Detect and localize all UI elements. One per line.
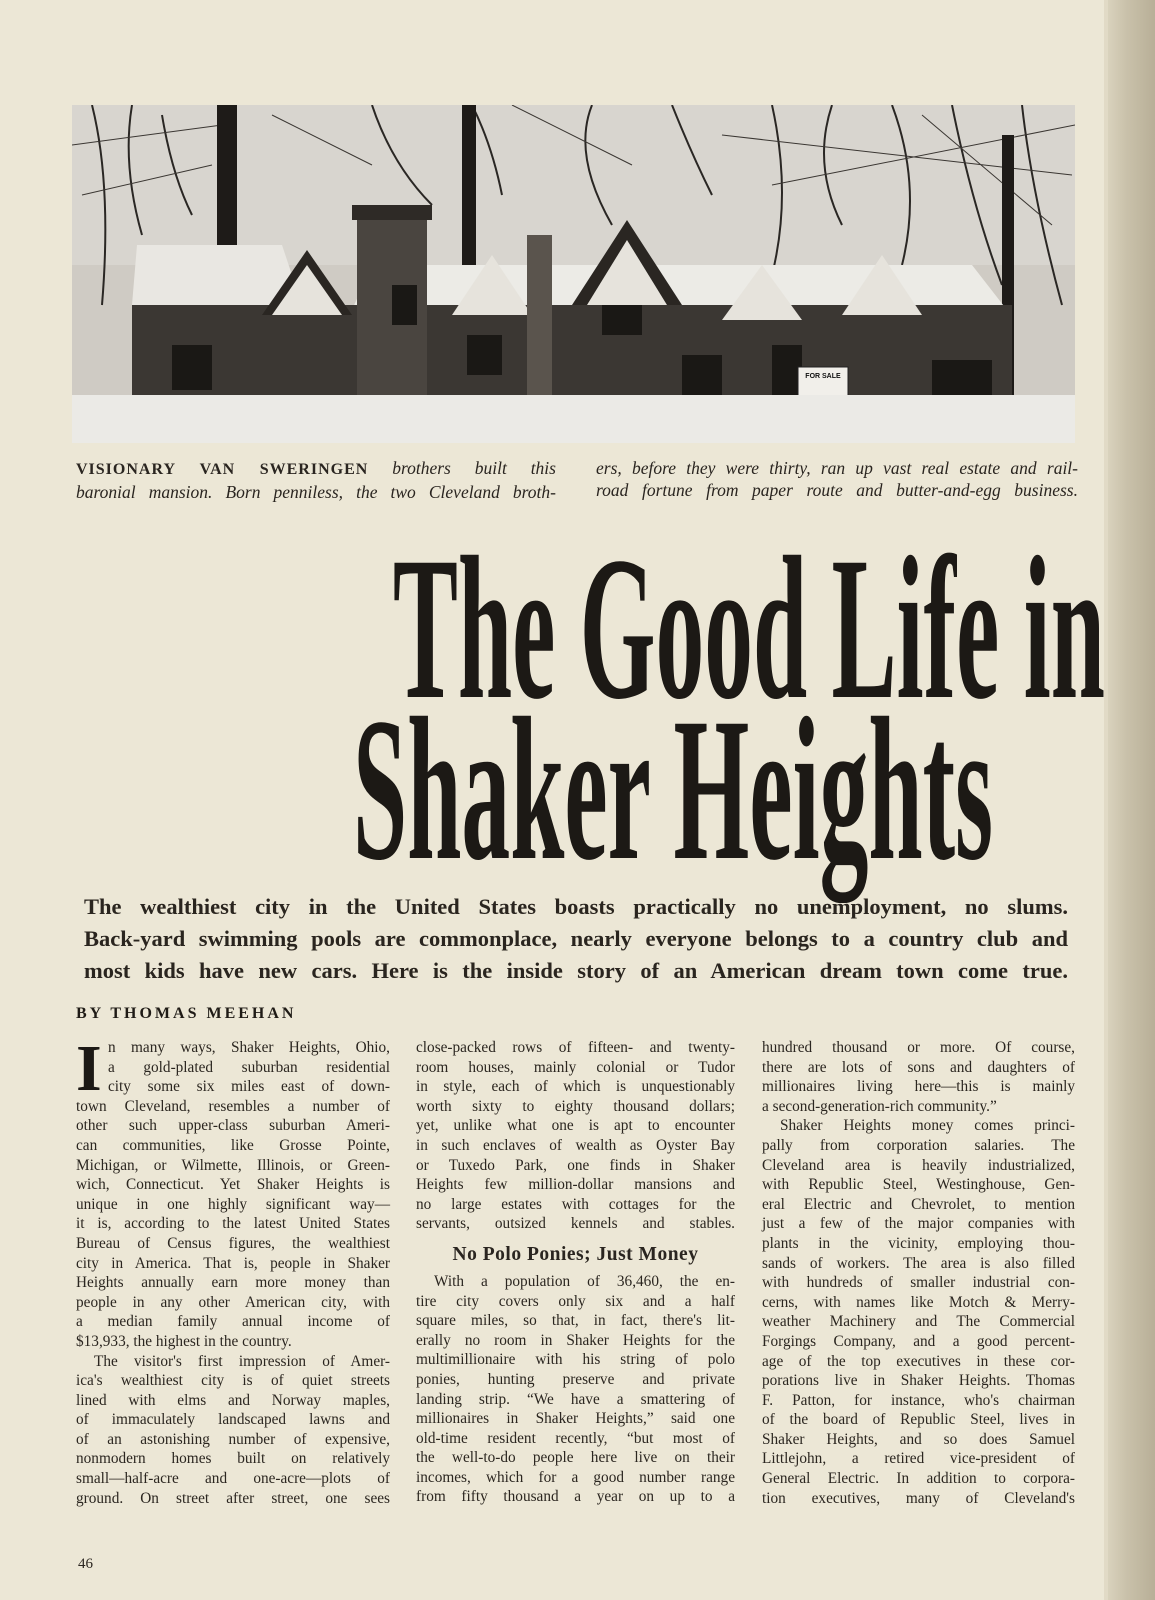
text-line: Michigan, or Wilmette, Illinois, or Green- — [76, 1156, 390, 1174]
text-line: in such enclaves of wealth as Oyster Bay — [416, 1136, 735, 1154]
text-line: cerns, with names like Motch & Merry- — [762, 1293, 1075, 1311]
text-line: incomes, which for a good number range — [416, 1468, 735, 1486]
text-line: close-packed rows of fifteen- and twenty- — [416, 1039, 735, 1056]
text-line: can communities, like Grosse Pointe, — [76, 1136, 390, 1154]
text-line: Shaker Heights money comes princi- — [780, 1117, 1075, 1135]
text-line: the well-to-do people here live on their — [416, 1449, 735, 1467]
text-line: n many ways, Shaker Heights, Ohio, — [108, 1039, 390, 1056]
text-line: old-time resident recently, “but most of — [416, 1429, 735, 1447]
caption-line: baronial mansion. Born penniless, the two Cleveland broth- — [76, 482, 556, 502]
article-column-1 — [76, 1038, 390, 1508]
section-subhead: No Polo Ponies; Just Money — [452, 1243, 699, 1265]
text-line: eral Electric and Chevrolet, to mention — [762, 1195, 1075, 1213]
text-line: The visitor's first impression of Amer- — [94, 1352, 390, 1370]
text-line: town Cleveland, resembles a number of — [76, 1097, 390, 1115]
article-column-2 — [416, 1038, 735, 1507]
deck-line: Back-yard swimming pools are commonplace, nearly everyone belongs to a country club and — [84, 926, 1068, 951]
text-line: sands of workers. The area is also filled — [762, 1254, 1075, 1272]
text-line: General Electric. In addition to corpora- — [762, 1470, 1075, 1488]
text-line: room houses, mainly colonial or Tudor — [416, 1058, 735, 1076]
text-line: or Tuxedo Park, one finds in Shaker — [416, 1156, 735, 1174]
byline: BY THOMAS MEEHAN — [76, 1005, 297, 1022]
drop-cap: I — [76, 1041, 102, 1097]
caption-text: brothers built this — [368, 458, 556, 478]
text-line: tion executives, many of Cleveland's — [762, 1489, 1075, 1507]
text-line: hundred thousand or more. Of course, — [762, 1039, 1075, 1056]
text-line: With a population of 36,460, the en- — [434, 1272, 735, 1290]
text-line: Forgings Company, and a good percent- — [762, 1332, 1075, 1350]
text-line: small—half-acre and one-acre—plots of — [76, 1470, 390, 1488]
text-line: erally no room in Shaker Heights for the — [416, 1331, 735, 1349]
text-line: it is, according to the latest United States — [76, 1215, 390, 1233]
text-line: landing strip. “We have a smattering of — [416, 1390, 735, 1408]
text-line: F. Patton, for instance, who's chairman — [762, 1391, 1075, 1409]
text-line: people in any other American city, with — [76, 1293, 390, 1311]
text-line: Heights few million-dollar mansions and — [416, 1176, 735, 1194]
text-line: lined with elms and Norway maples, — [76, 1391, 390, 1409]
text-line: other such upper-class suburban Ameri- — [76, 1117, 390, 1135]
text-line: $13,933, the highest in the country. — [76, 1332, 292, 1350]
text-line: wich, Connecticut. Yet Shaker Heights is — [76, 1176, 390, 1194]
text-line: ground. On street after street, one sees — [76, 1489, 390, 1507]
text-line: from fifty thousand a year on up to a — [416, 1488, 735, 1506]
for-sale-sign: FOR SALE — [805, 373, 841, 380]
text-line: of the board of Republic Steel, lives in — [762, 1411, 1075, 1429]
photo-caption-left — [76, 457, 556, 503]
text-line: worth sixty to eighty thousand dollars; — [416, 1097, 735, 1115]
text-line: age of the top executives in these cor- — [762, 1352, 1075, 1370]
text-line: yet, unlike what one is apt to encounter — [416, 1117, 735, 1135]
text-line: ponies, hunting preserve and private — [416, 1370, 735, 1388]
text-line: in style, each of which is unquestionably — [416, 1078, 735, 1096]
mansion-photo — [72, 105, 1075, 443]
caption-lead: VISIONARY VAN SWERINGEN — [76, 461, 369, 478]
caption-line: road fortune from paper route and butter-and-egg business. — [596, 480, 1078, 500]
deck-line: The wealthiest city in the United States boasts practically no unemployment, no slums. — [84, 894, 1068, 919]
text-line: servants, outsized kennels and stables. — [416, 1215, 735, 1233]
headline-text: Shaker Heights — [353, 676, 994, 903]
headline-text: The Good Life in — [392, 515, 1105, 742]
text-line: of immaculately landscaped lawns and — [76, 1411, 390, 1429]
text-line: millionaires living here—this is mainly — [762, 1078, 1075, 1096]
text-line: porations live in Shaker Heights. Thomas — [762, 1372, 1075, 1390]
text-line: weather Machinery and The Commercial — [762, 1313, 1075, 1331]
photo-caption-right — [596, 457, 1078, 501]
deck-subtitle — [84, 891, 1068, 987]
page-number: 46 — [78, 1556, 93, 1572]
text-line: with hundreds of smaller industrial con- — [762, 1274, 1075, 1292]
text-line: nonmodern homes built on relatively — [76, 1450, 390, 1468]
text-line: city some six miles east of down- — [108, 1078, 390, 1096]
text-line: of an astonishing number of expensive, — [76, 1430, 390, 1448]
text-line: just a few of the major companies with — [762, 1215, 1075, 1233]
article-column-3 — [762, 1038, 1075, 1508]
text-line: a second-generation-rich community.” — [762, 1097, 997, 1115]
text-line: no large estates with cottages for the — [416, 1195, 735, 1213]
text-line: a median family annual income of — [76, 1313, 390, 1331]
text-line: city in America. That is, people in Shaker — [76, 1254, 390, 1272]
headline-line-2 — [0, 676, 1155, 903]
text-line: pally from corporation salaries. The — [762, 1136, 1075, 1154]
text-line: unique in one highly significant way— — [76, 1195, 390, 1213]
caption-line: ers, before they were thirty, ran up vast real estate and rail- — [596, 458, 1078, 478]
deck-line: most kids have new cars. Here is the inside story of an American dream town come true. — [84, 958, 1068, 983]
text-line: ica's wealthiest city is of quiet streets — [76, 1372, 390, 1390]
text-line: Bureau of Census figures, the wealthiest — [76, 1234, 390, 1252]
text-line: with Republic Steel, Westinghouse, Gen- — [762, 1176, 1075, 1194]
text-line: multimillionaire with his string of polo — [416, 1351, 735, 1369]
text-line: a gold-plated suburban residential — [108, 1058, 390, 1076]
text-line: millionaires in Shaker Heights,” said one — [416, 1410, 735, 1428]
text-line: Littlejohn, a retired vice-president of — [762, 1450, 1075, 1468]
text-line: tire city covers only six and a half — [416, 1292, 735, 1310]
text-line: plants in the vicinity, employing thou- — [762, 1234, 1075, 1252]
text-line: there are lots of sons and daughters of — [762, 1058, 1075, 1076]
text-line: Heights annually earn more money than — [76, 1274, 390, 1292]
text-line: square miles, so that, in fact, there's lit- — [416, 1312, 735, 1330]
text-line: Cleveland area is heavily industrialized, — [762, 1156, 1075, 1174]
text-line: Shaker Heights, and so does Samuel — [762, 1430, 1075, 1448]
